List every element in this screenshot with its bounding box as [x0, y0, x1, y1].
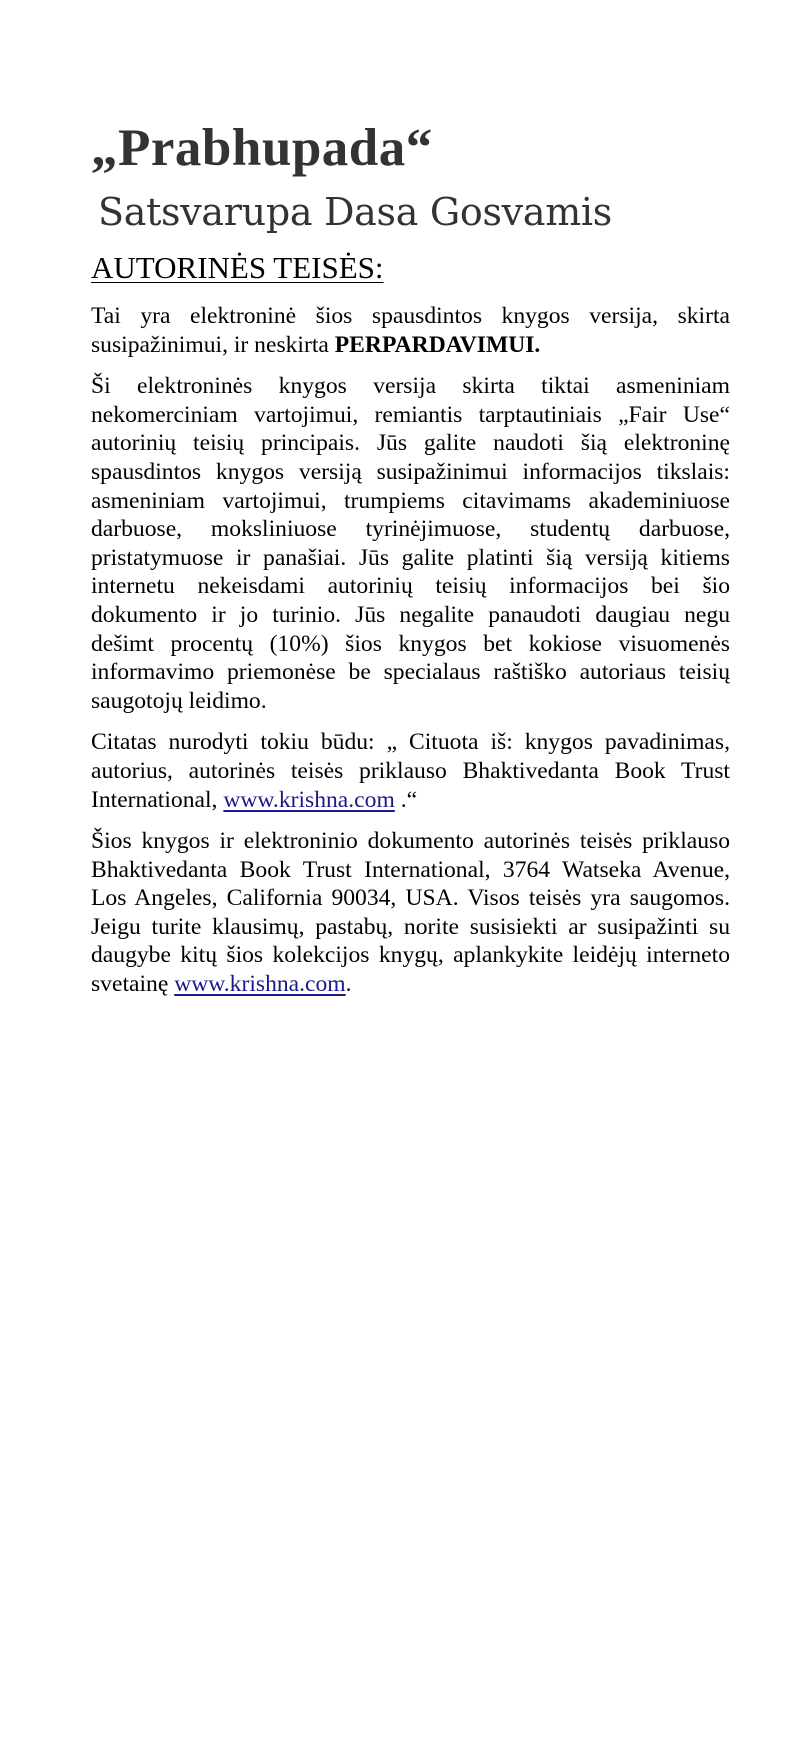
- copyright-heading: AUTORINĖS TEISĖS:: [91, 250, 384, 285]
- citation-suffix: .“: [394, 786, 418, 813]
- document-page: [91, 118, 730, 999]
- book-author: Satsvarupa Dasa Gosvamis: [98, 190, 612, 234]
- citation-link[interactable]: www.krishna.com: [223, 786, 395, 813]
- fair-use-paragraph: Ši elektroninės knygos versija skirta tiktai asmeniniam nekomerciniam vartojimui, remiantis tarptautiniais „Fair Use“ autorinių teisių principais. Jūs galite naudoti šią elektroninę spausdintos knygos versiją susipažinimui informacijos tikslais: asmeniniam vartojimui, trumpiems citavimams akademiniuose darbuose, moksliniuose tyrinėjimuose, studentų darbuose, pristatymuose ir panašiai. Jūs galite platinti šią versiją kitiems internetu nekeisdami autorinių teisių informacijos bei šio dokumento ir jo turinio. Jūs negalite panaudoti daugiau negu dešimt procentų (10%) šios knygos bet kokiose visuomenės informavimo priemonėse be specialaus raštiško autoriaus teisių saugotojų leidimo.: [91, 373, 730, 714]
- resale-notice-paragraph: [91, 302, 730, 359]
- publisher-website-link[interactable]: www.krishna.com: [174, 971, 346, 998]
- resale-notice-bold: PERPARDAVIMUI.: [334, 331, 541, 358]
- resale-notice-text: Tai yra elektroninė šios spausdintos knygos versija, skirta susipažinimui, ir neskirta: [91, 303, 730, 358]
- rights-holder-suffix: .: [345, 971, 352, 998]
- rights-holder-text: Šios knygos ir elektroninio dokumento autorinės teisės priklauso Bhaktivedanta Book Trust International, 3764 Watseka Avenue, Los Angeles, California 90034, USA. Visos teisės yra saugomos. Jeigu turite klausimų, pastabų, norite susisiekti ar susipažinti su daugybe kitų šios kolekcijos knygų, aplankykite leidėjų interneto svetainę: [91, 828, 730, 998]
- rights-holder-paragraph: [91, 827, 730, 999]
- book-title: „Prabhupada“: [91, 119, 433, 177]
- citation-paragraph: [91, 728, 730, 814]
- citation-text: Citatas nurodyti tokiu būdu: „ Cituota iš: knygos pavadinimas, autorius, autorinės teisės priklauso Bhaktivedanta Book Trust International,: [91, 729, 730, 813]
